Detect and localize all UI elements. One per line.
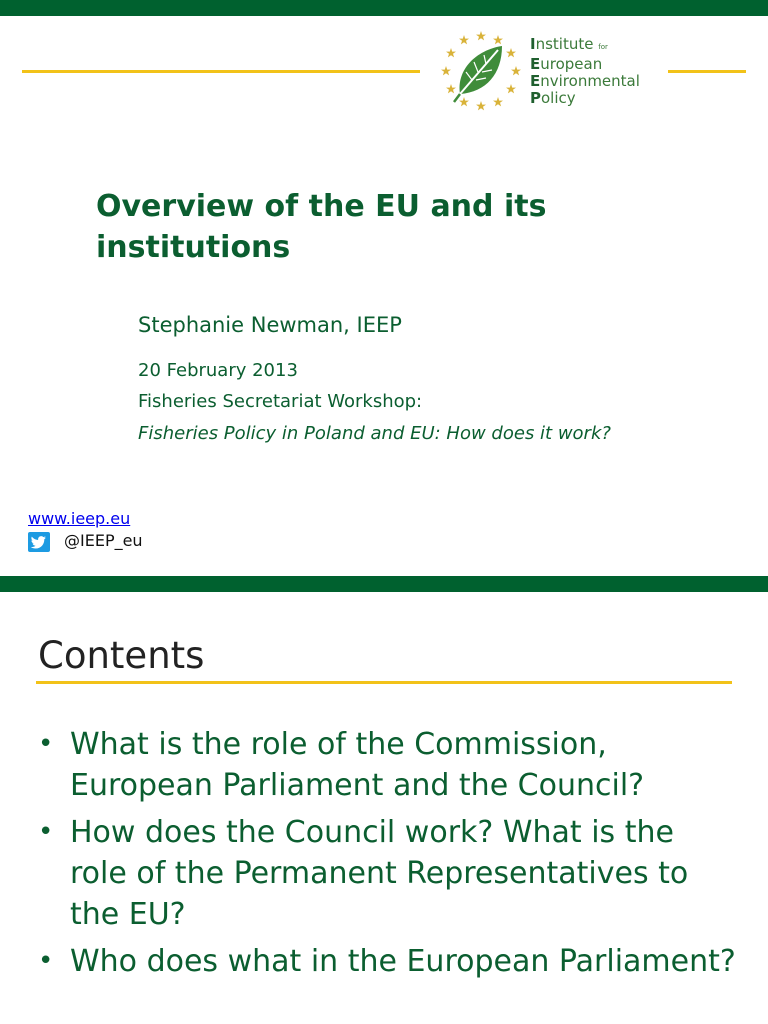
leaf-stars-emblem-icon: [436, 30, 526, 112]
bullet-dot-icon: •: [38, 946, 54, 976]
ieep-logo-wordmark: Institute for European Environmental Policy: [530, 35, 640, 107]
workshop-name: Fisheries Secretariat Workshop:: [138, 391, 423, 412]
ieep-logo: [436, 30, 666, 112]
contents-list: [38, 724, 738, 988]
list-item: • How does the Council work? What is the role of the Permanent Representatives to the EU?: [38, 812, 738, 935]
website-link[interactable]: www.ieep.eu: [28, 509, 131, 528]
twitter-bird-icon: [28, 532, 50, 552]
list-item: • What is the role of the Commission, European Parliament and the Council?: [38, 724, 738, 806]
presentation-date: 20 February 2013: [138, 360, 298, 381]
twitter-handle[interactable]: @IEEP_eu: [64, 531, 143, 550]
list-item: • Who does what in the European Parliament?: [38, 941, 738, 982]
bullet-dot-icon: •: [38, 729, 54, 759]
gold-divider-right: [668, 70, 746, 73]
top-green-bar: [0, 0, 768, 16]
gold-divider-left: [22, 70, 420, 73]
contents-heading: Contents: [38, 634, 205, 677]
presentation-title: Overview of the EU and its institutions: [96, 189, 547, 265]
contents-gold-rule: [36, 681, 732, 684]
bullet-dot-icon: •: [38, 817, 54, 847]
presentation-subtitle: Fisheries Policy in Poland and EU: How does it work?: [138, 423, 611, 444]
contents-slide: [0, 592, 768, 1024]
bottom-green-bar: [0, 576, 768, 592]
author-line: Stephanie Newman, IEEP: [138, 313, 402, 337]
